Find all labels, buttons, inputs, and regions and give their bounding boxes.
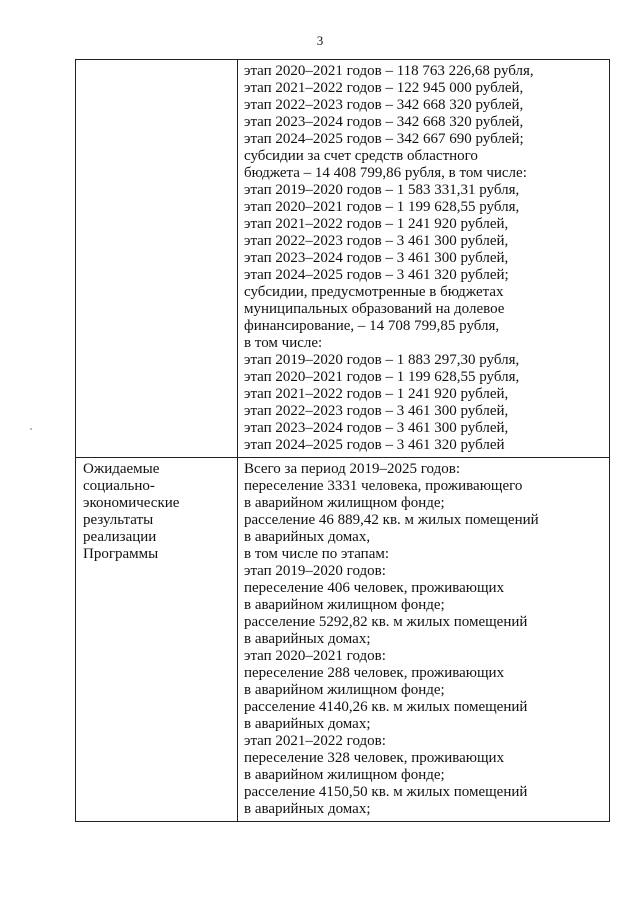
text-line: финансирование, – 14 708 799,85 рубля, [244, 318, 500, 334]
text-line: в аварийном жилищном фонде; [244, 767, 445, 783]
text-line: субсидии за счет средств областного [244, 148, 478, 164]
text-line: Программы [83, 546, 159, 562]
text-line: этап 2020–2021 годов – 118 763 226,68 рубля, [244, 63, 534, 79]
text-line: этап 2019–2020 годов: [244, 563, 386, 579]
text-line: в аварийных домах; [244, 716, 371, 732]
text-line: расселение 46 889,42 кв. м жилых помещений [244, 512, 539, 528]
text-line: переселение 328 человек, проживающих [244, 750, 505, 766]
text-line: расселение 4140,26 кв. м жилых помещений [244, 699, 528, 715]
text-line: этап 2023–2024 годов – 3 461 300 рублей, [244, 420, 509, 436]
text-line: этап 2021–2022 годов – 1 241 920 рублей, [244, 216, 509, 232]
text-line: результаты [83, 512, 154, 528]
text-line: в аварийном жилищном фонде; [244, 682, 445, 698]
text-line: субсидии, предусмотренные в бюджетах [244, 284, 504, 300]
program-passport-table [75, 59, 610, 822]
text-line: переселение 288 человек, проживающих [244, 665, 505, 681]
page-number: 3 [316, 33, 324, 48]
text-line: переселение 406 человек, проживающих [244, 580, 505, 596]
text-line: этап 2024–2025 годов – 342 667 690 рублей; [244, 131, 524, 147]
text-line: этап 2020–2021 годов: [244, 648, 386, 664]
text-line: расселение 4150,50 кв. м жилых помещений [244, 784, 528, 800]
text-line: в аварийных домах; [244, 631, 371, 647]
text-line: этап 2019–2020 годов – 1 883 297,30 рубля, [244, 352, 520, 368]
row1-value-cell [238, 60, 610, 458]
text-line: этап 2019–2020 годов – 1 583 331,31 рубля, [244, 182, 520, 198]
row2-value-cell [238, 458, 610, 822]
text-line: этап 2020–2021 годов – 1 199 628,55 рубля, [244, 199, 520, 215]
row2-label-cell [76, 458, 238, 822]
table-row-expected-results [76, 458, 610, 822]
table-row-funding [76, 60, 610, 458]
text-line: в том числе: [244, 335, 323, 351]
row1-label-cell [76, 60, 238, 458]
text-line: экономические [83, 495, 180, 511]
text-line: переселение 3331 человека, проживающего [244, 478, 523, 494]
text-line: реализации [83, 529, 157, 545]
text-line: муниципальных образований на долевое [244, 301, 505, 317]
text-line: этап 2020–2021 годов – 1 199 628,55 рубля, [244, 369, 520, 385]
text-line: в аварийных домах, [244, 529, 371, 545]
text-line: этап 2022–2023 годов – 3 461 300 рублей, [244, 233, 509, 249]
text-line: Ожидаемые [83, 461, 160, 477]
text-line: этап 2023–2024 годов – 342 668 320 рублей, [244, 114, 524, 130]
text-line: этап 2021–2022 годов: [244, 733, 386, 749]
text-line: в аварийном жилищном фонде; [244, 597, 445, 613]
text-line: этап 2021–2022 годов – 122 945 000 рублей, [244, 80, 524, 96]
text-line: этап 2024–2025 годов – 3 461 320 рублей [244, 437, 505, 453]
text-line: Всего за период 2019–2025 годов: [244, 461, 461, 477]
text-line: этап 2023–2024 годов – 3 461 300 рублей, [244, 250, 509, 266]
text-line: в аварийном жилищном фонде; [244, 495, 445, 511]
text-line: в том числе по этапам: [244, 546, 390, 562]
text-line: социально- [83, 478, 155, 494]
text-line: этап 2024–2025 годов – 3 461 320 рублей; [244, 267, 509, 283]
text-line: бюджета – 14 408 799,86 рубля, в том числе: [244, 165, 527, 181]
text-line: этап 2022–2023 годов – 3 461 300 рублей, [244, 403, 509, 419]
text-line: этап 2022–2023 годов – 342 668 320 рублей, [244, 97, 524, 113]
scan-speck [30, 428, 32, 430]
text-line: в аварийных домах; [244, 801, 371, 817]
text-line: этап 2021–2022 годов – 1 241 920 рублей, [244, 386, 509, 402]
text-line: расселение 5292,82 кв. м жилых помещений [244, 614, 528, 630]
